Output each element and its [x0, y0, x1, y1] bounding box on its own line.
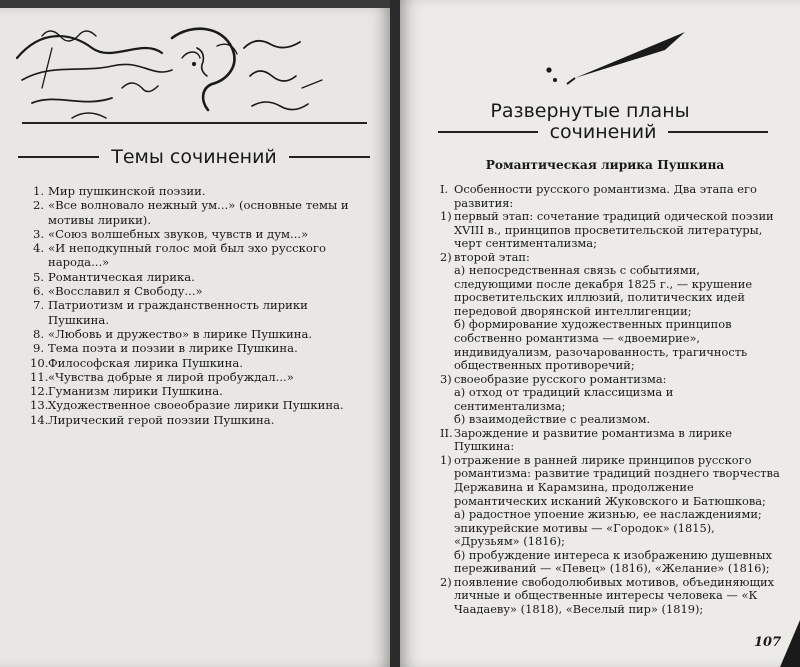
topic-number: 6.: [32, 284, 44, 299]
topic-text: «Чувства добрые я лирой пробуждал...»: [48, 369, 294, 384]
topic-item: [30, 184, 370, 198]
page-number: 107: [754, 635, 782, 650]
topic-item: [30, 370, 370, 384]
topic-number: 9.: [32, 341, 44, 356]
plan-item: [440, 576, 780, 617]
plan-text: первый этап: сочетание традиций одической поэзии XVIII в., принципов просветительской литературы, черт сентиментализма;: [454, 209, 774, 251]
topic-item: [30, 270, 370, 284]
plan-item: [440, 183, 780, 210]
plan-item: [440, 264, 780, 318]
plans-title-line1: Развернутые планы: [490, 100, 690, 122]
quill-pen-icon: [545, 28, 690, 88]
topic-number: 8.: [32, 326, 44, 341]
topic-item: [30, 227, 370, 241]
topic-number: 7.: [32, 298, 44, 313]
topic-item: [30, 298, 370, 327]
topic-item: [30, 198, 370, 227]
topic-item: [30, 413, 370, 427]
topic-text: «Союз волшебных звуков, чувств и дум...»: [48, 226, 309, 241]
pushkin-sketch-illustration: [12, 18, 342, 128]
topic-item: [30, 356, 370, 370]
topic-number: 5.: [32, 269, 44, 284]
plan-item: [440, 427, 780, 454]
plan-text: а) непосредственная связь с событиями, следующими после декабря 1825 г., — крушение просветительских иллюзий, политических идей передовой дворянской интеллигенции;: [454, 263, 753, 318]
topic-text: «Все волновало нежный ум...» (основные темы и мотивы лирики).: [48, 198, 349, 227]
plan-item: [440, 210, 780, 251]
topic-item: [30, 341, 370, 355]
plan-marker: 3): [440, 371, 452, 386]
topic-number: 2.: [32, 198, 44, 213]
topic-text: «Восславил я Свободу...»: [48, 284, 203, 299]
topic-text: Романтическая лирика.: [48, 269, 195, 284]
topic-text: Гуманизм лирики Пушкина.: [48, 384, 223, 399]
plan-marker: I.: [440, 182, 449, 196]
topic-number: 13.: [30, 398, 49, 413]
plan-item: [440, 386, 780, 413]
topic-item: [30, 384, 370, 398]
heading-rule-left: [18, 156, 99, 158]
topics-heading: [18, 146, 370, 168]
plans-heading: [438, 121, 768, 143]
plan-text: Зарождение и развитие романтизма в лирике Пушкина:: [454, 425, 732, 454]
plan-text: б) формирование художественных принципов собственно романтизма — «двоемирие», индивидуализм, разочарованность, трагичность общественных противоречий;: [454, 317, 748, 373]
topic-text: Мир пушкинской поэзии.: [48, 184, 206, 198]
plan-text: а) радостное упоение жизнью, ее наслаждениями; эпикурейские мотивы — «Городок» (1815), «Друзьям» (1816);: [454, 507, 762, 549]
plan-marker: 1): [440, 209, 452, 224]
topic-item: [30, 398, 370, 412]
plan-item: [440, 413, 780, 427]
plan-marker: 1): [440, 452, 452, 467]
topics-list: [30, 184, 370, 427]
heading-rule-right: [668, 131, 768, 133]
heading-rule-right: [289, 156, 370, 158]
topic-number: 11.: [30, 369, 49, 384]
plans-title-line2: сочинений: [549, 121, 657, 143]
plan-text: отражение в ранней лирике принципов русского романтизма: развитие традиций позднего творчества Державина и Карамзина, продолжение романтических исканий Жуковского и Батюшкова;: [454, 452, 780, 508]
heading-rule-left: [438, 131, 538, 133]
plan-item: [440, 251, 780, 265]
topic-number: 10.: [30, 355, 49, 370]
plan-text: Особенности русского романтизма. Два этапа его развития:: [454, 182, 757, 210]
topic-text: Философская лирика Пушкина.: [48, 355, 243, 370]
topic-text: Патриотизм и гражданственность лирики Пушкина.: [48, 298, 308, 327]
topic-number: 4.: [32, 241, 44, 256]
plan-item: [440, 454, 780, 508]
topic-text: Тема поэта и поэзии в лирике Пушкина.: [48, 341, 298, 356]
plan-text: а) отход от традиций классицизма и сентиментализма;: [454, 385, 674, 413]
plan-item: [440, 318, 780, 372]
topic-text: «И неподкупный голос мой был эхо русского народа...»: [48, 241, 326, 270]
plan-item: [440, 508, 780, 549]
plan-text: своеобразие русского романтизма:: [454, 371, 667, 386]
plan-text: б) пробуждение интереса к изображению душевных переживаний — «Певец» (1816), «Желание» (1816);: [454, 547, 772, 576]
plan-marker: 2): [440, 574, 452, 589]
page-corner-mark: [770, 620, 800, 667]
plan-text: б) взаимодействие с реализмом.: [454, 412, 651, 427]
book-gutter: [390, 0, 400, 667]
topic-item: [30, 241, 370, 270]
plan-text: появление свободолюбивых мотивов, объединяющих личные и общественные интересы человека — «К Чаадаеву» (1818), «Веселый пир» (1819);: [454, 574, 775, 616]
left-header-rule: [22, 122, 367, 124]
topic-item: [30, 327, 370, 341]
plan-item: [440, 373, 780, 387]
topic-text: Художественное своеобразие лирики Пушкина.: [48, 398, 344, 413]
topic-number: 1.: [32, 184, 44, 198]
topics-heading-text: Темы сочинений: [111, 146, 277, 168]
topic-number: 14.: [30, 412, 49, 427]
essay-plan-outline: [440, 183, 780, 617]
topic-text: Лирический герой поэзии Пушкина.: [48, 412, 275, 427]
plan-marker: 2): [440, 249, 452, 264]
essay-subtitle: Романтическая лирика Пушкина: [485, 158, 725, 172]
topic-item: [30, 284, 370, 298]
topic-number: 3.: [32, 226, 44, 241]
topic-number: 12.: [30, 384, 49, 399]
plan-text: второй этап:: [454, 249, 530, 264]
topic-text: «Любовь и дружество» в лирике Пушкина.: [48, 326, 313, 341]
plan-item: [440, 549, 780, 576]
plan-marker: II.: [440, 425, 453, 440]
